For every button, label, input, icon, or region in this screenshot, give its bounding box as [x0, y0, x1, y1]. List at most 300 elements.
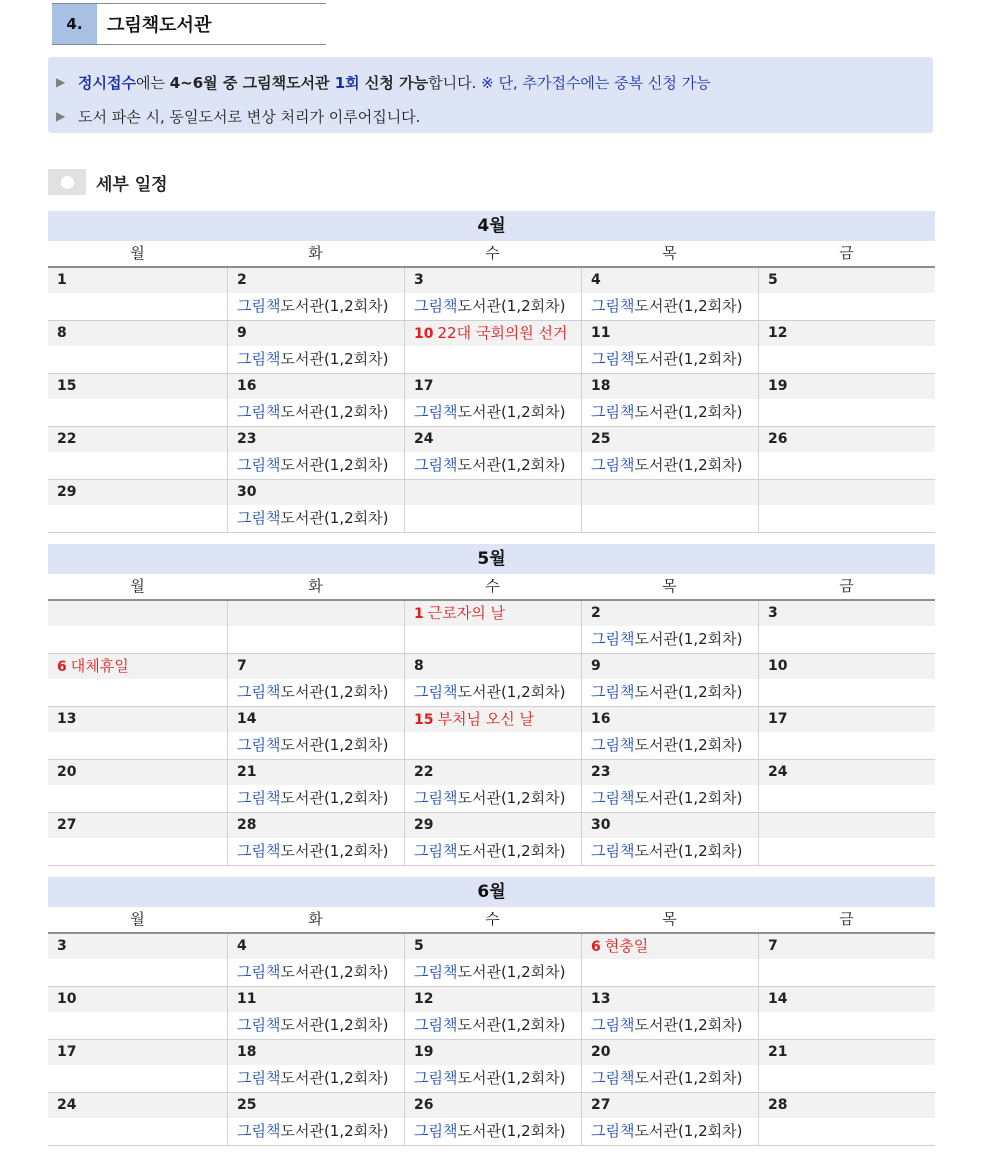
day-number: 27 [57, 817, 77, 833]
event-label-rest: 도서관(1,2회차) [457, 1122, 566, 1140]
calendar-week-row [48, 321, 935, 374]
event-slot [405, 1118, 581, 1145]
calendar-day-cell [227, 480, 404, 532]
calendar-day-cell [404, 374, 581, 426]
notice-damage-text: 도서 파손 시, 동일도서로 변상 처리가 이루어집니다. [78, 107, 421, 126]
day-header [48, 760, 227, 785]
day-number: 11 [591, 325, 611, 341]
event-slot [759, 732, 935, 759]
calendar-day-cell [581, 654, 758, 706]
event-label-highlight: 그림책 [237, 1016, 281, 1034]
event-slot [759, 452, 935, 479]
weekday-header: 월 [130, 577, 145, 595]
calendar-day-cell [227, 987, 404, 1039]
day-number: 10 [57, 991, 77, 1007]
day-header [48, 813, 227, 838]
calendar-week-row [48, 987, 935, 1040]
calendar-day-cell [758, 987, 935, 1039]
day-header [582, 1040, 758, 1065]
day-header [48, 374, 227, 399]
holiday-label: 대체휴일 [70, 657, 129, 675]
calendar-day-cell [758, 934, 935, 986]
calendar-day-cell [758, 654, 935, 706]
day-header [48, 601, 227, 626]
calendar-day-cell [48, 427, 227, 479]
event-slot [582, 1012, 758, 1039]
day-header [48, 1040, 227, 1065]
event-label-rest: 도서관(1,2회차) [280, 1122, 389, 1140]
day-header [405, 1093, 581, 1118]
event-label-rest: 도서관(1,2회차) [280, 403, 389, 421]
day-header [582, 654, 758, 679]
subheading-text: 세부 일정 [96, 174, 168, 195]
weekday-header-row [48, 574, 935, 601]
day-number: 19 [768, 378, 788, 394]
event-label-rest: 도서관(1,2회차) [280, 963, 389, 981]
event-slot [405, 732, 581, 759]
day-header [582, 707, 758, 732]
event-slot [582, 679, 758, 706]
day-number: 6 [57, 659, 67, 675]
event-label-highlight: 그림책 [591, 789, 635, 807]
calendar-day-cell [581, 374, 758, 426]
event-slot [759, 838, 935, 865]
notice-period: 4~6월 중 그림책도서관 [169, 73, 335, 92]
event-label-highlight: 그림책 [237, 350, 281, 368]
day-header [405, 427, 581, 452]
event-slot [48, 1012, 227, 1039]
day-number: 3 [57, 938, 67, 954]
day-number: 14 [768, 991, 788, 1007]
weekday-header: 월 [130, 244, 145, 262]
day-header [582, 601, 758, 626]
event-slot [759, 679, 935, 706]
event-slot [48, 679, 227, 706]
day-number: 4 [237, 938, 247, 954]
event-label-rest: 도서관(1,2회차) [457, 1069, 566, 1087]
event-slot [582, 293, 758, 320]
calendar-day-cell [48, 268, 227, 320]
day-header [48, 480, 227, 505]
day-header [405, 760, 581, 785]
event-label-highlight: 그림책 [591, 403, 635, 421]
calendar-month [48, 211, 935, 533]
calendar-week-row [48, 1040, 935, 1093]
event-label-rest: 도서관(1,2회차) [634, 456, 743, 474]
notice-line-2 [48, 99, 933, 133]
calendar-day-cell [404, 601, 581, 653]
calendar-day-cell [758, 374, 935, 426]
notice-regular-receipt: 정시접수 [78, 73, 136, 92]
day-number: 12 [768, 325, 788, 341]
day-number: 7 [237, 658, 247, 674]
day-number: 9 [237, 325, 247, 341]
calendar-day-cell [227, 707, 404, 759]
day-number: 9 [591, 658, 601, 674]
day-number: 25 [237, 1097, 257, 1113]
calendar-day-cell [404, 1040, 581, 1092]
calendar-day-cell [581, 480, 758, 532]
calendar-day-cell [227, 374, 404, 426]
event-slot [228, 399, 404, 426]
calendar-week-row [48, 934, 935, 987]
day-number: 3 [768, 605, 778, 621]
event-label-rest: 도서관(1,2회차) [634, 1016, 743, 1034]
day-header [759, 934, 935, 959]
event-label-highlight: 그림책 [237, 683, 281, 701]
day-number: 24 [414, 431, 434, 447]
event-label-highlight: 그림책 [237, 1122, 281, 1140]
day-number: 10 [768, 658, 788, 674]
event-label-highlight: 그림책 [591, 1016, 635, 1034]
day-header [759, 1093, 935, 1118]
calendar-week-row [48, 427, 935, 480]
event-slot [582, 346, 758, 373]
event-label-highlight: 그림책 [591, 1122, 635, 1140]
event-slot [228, 1012, 404, 1039]
event-label-rest: 도서관(1,2회차) [457, 683, 566, 701]
calendar-day-cell [227, 654, 404, 706]
event-slot [228, 1118, 404, 1145]
event-label-rest: 도서관(1,2회차) [280, 683, 389, 701]
event-slot [759, 346, 935, 373]
calendar-day-cell [758, 321, 935, 373]
day-number: 16 [591, 711, 611, 727]
event-slot [228, 505, 404, 532]
day-number: 24 [57, 1097, 77, 1113]
day-number: 12 [414, 991, 434, 1007]
event-slot [582, 452, 758, 479]
calendar-day-cell [404, 760, 581, 812]
event-slot [405, 293, 581, 320]
event-label-rest: 도서관(1,2회차) [634, 1069, 743, 1087]
event-slot [582, 626, 758, 653]
event-label-highlight: 그림책 [237, 963, 281, 981]
calendar-day-cell [48, 480, 227, 532]
event-slot [582, 399, 758, 426]
day-header [759, 268, 935, 293]
notice-text-end: 합니다. [428, 73, 482, 92]
calendar-day-cell [404, 813, 581, 865]
event-slot [48, 293, 227, 320]
day-header [759, 654, 935, 679]
event-label-highlight: 그림책 [414, 842, 458, 860]
event-slot [405, 679, 581, 706]
day-number: 14 [237, 711, 257, 727]
event-slot [759, 1012, 935, 1039]
event-label-highlight: 그림책 [414, 1122, 458, 1140]
day-number: 13 [57, 711, 77, 727]
event-label-highlight: 그림책 [591, 736, 635, 754]
calendar-week-row [48, 480, 935, 533]
event-slot [48, 1118, 227, 1145]
day-number: 25 [591, 431, 611, 447]
calendar-day-cell [758, 1040, 935, 1092]
day-header [405, 321, 581, 346]
event-label-rest: 도서관(1,2회차) [280, 297, 389, 315]
day-header [582, 480, 758, 505]
day-header [759, 813, 935, 838]
section-title: 그림책도서관 [107, 15, 212, 36]
day-number: 11 [237, 991, 257, 1007]
holiday-label: 22대 국회의원 선거 [437, 324, 568, 342]
day-header [228, 760, 404, 785]
day-number: 16 [237, 378, 257, 394]
calendar-day-cell [758, 268, 935, 320]
day-number: 28 [237, 817, 257, 833]
event-label-rest: 도서관(1,2회차) [634, 1122, 743, 1140]
day-number: 22 [57, 431, 77, 447]
day-header [48, 934, 227, 959]
event-slot [228, 732, 404, 759]
event-label-rest: 도서관(1,2회차) [634, 683, 743, 701]
calendar-day-cell [404, 987, 581, 1039]
event-label-rest: 도서관(1,2회차) [280, 350, 389, 368]
event-slot [48, 785, 227, 812]
calendar-day-cell [48, 760, 227, 812]
day-header [48, 987, 227, 1012]
event-label-highlight: 그림책 [237, 842, 281, 860]
event-label-highlight: 그림책 [237, 456, 281, 474]
calendar-day-cell [404, 934, 581, 986]
event-slot [405, 1012, 581, 1039]
day-header [48, 654, 227, 679]
day-header [582, 427, 758, 452]
event-slot [405, 346, 581, 373]
event-slot [582, 732, 758, 759]
day-number: 6 [591, 939, 601, 955]
day-number: 26 [414, 1097, 434, 1113]
day-number: 10 [414, 326, 434, 342]
event-label-rest: 도서관(1,2회차) [280, 736, 389, 754]
day-number: 18 [591, 378, 611, 394]
weekday-header: 목 [662, 577, 677, 595]
calendar-day-cell [758, 601, 935, 653]
calendar-day-cell [404, 427, 581, 479]
day-header [405, 987, 581, 1012]
event-label-highlight: 그림책 [591, 630, 635, 648]
day-number: 22 [414, 764, 434, 780]
event-label-highlight: 그림책 [237, 789, 281, 807]
event-slot [48, 732, 227, 759]
calendar-day-cell [48, 707, 227, 759]
event-label-highlight: 그림책 [591, 683, 635, 701]
triangle-bullet-icon: ▶ [56, 75, 66, 89]
weekday-header: 금 [839, 244, 854, 262]
event-label-rest: 도서관(1,2회차) [280, 789, 389, 807]
event-slot [228, 785, 404, 812]
calendar-day-cell [581, 987, 758, 1039]
calendar-month [48, 544, 935, 866]
event-label-rest: 도서관(1,2회차) [457, 456, 566, 474]
calendar-day-cell [227, 813, 404, 865]
calendar-week-row [48, 707, 935, 760]
day-header [582, 760, 758, 785]
weekday-header: 수 [485, 244, 500, 262]
event-label-highlight: 그림책 [237, 736, 281, 754]
calendar-week-row [48, 1093, 935, 1146]
day-number: 27 [591, 1097, 611, 1113]
event-slot [759, 785, 935, 812]
day-number: 1 [414, 606, 424, 622]
event-slot [405, 785, 581, 812]
day-number: 23 [237, 431, 257, 447]
weekday-header: 목 [662, 244, 677, 262]
day-header [228, 321, 404, 346]
day-header [582, 934, 758, 959]
event-slot [228, 452, 404, 479]
calendar-day-cell [581, 268, 758, 320]
day-number: 17 [414, 378, 434, 394]
event-slot [405, 505, 581, 532]
holiday-label: 현충일 [604, 937, 649, 955]
event-label-rest: 도서관(1,2회차) [634, 842, 743, 860]
day-header [759, 1040, 935, 1065]
day-number: 15 [57, 378, 77, 394]
notice-box [48, 57, 933, 133]
day-number: 23 [591, 764, 611, 780]
weekday-header: 금 [839, 577, 854, 595]
day-number: 18 [237, 1044, 257, 1060]
day-number: 2 [591, 605, 601, 621]
event-slot [759, 1118, 935, 1145]
day-header [228, 813, 404, 838]
calendar-day-cell [404, 321, 581, 373]
weekday-header-row [48, 907, 935, 934]
calendar-day-cell [48, 374, 227, 426]
calendar-day-cell [581, 601, 758, 653]
day-header [48, 321, 227, 346]
day-header [228, 707, 404, 732]
calendar-day-cell [404, 654, 581, 706]
day-header [228, 427, 404, 452]
event-label-rest: 도서관(1,2회차) [280, 1016, 389, 1034]
day-number: 5 [414, 938, 424, 954]
day-header [228, 374, 404, 399]
day-header [405, 374, 581, 399]
calendar-week-row [48, 760, 935, 813]
event-slot [759, 399, 935, 426]
event-label-highlight: 그림책 [591, 1069, 635, 1087]
event-label-rest: 도서관(1,2회차) [634, 789, 743, 807]
event-slot [582, 785, 758, 812]
calendar-day-cell [404, 1093, 581, 1145]
event-label-rest: 도서관(1,2회차) [634, 736, 743, 754]
calendar-day-cell [48, 813, 227, 865]
day-number: 19 [414, 1044, 434, 1060]
day-number: 21 [237, 764, 257, 780]
day-number: 21 [768, 1044, 788, 1060]
event-slot [228, 959, 404, 986]
event-slot [582, 959, 758, 986]
day-header [759, 374, 935, 399]
day-header [228, 480, 404, 505]
event-slot [228, 838, 404, 865]
calendar-day-cell [48, 321, 227, 373]
calendar-week-row [48, 374, 935, 427]
event-slot [48, 452, 227, 479]
day-header [228, 1093, 404, 1118]
event-label-highlight: 그림책 [237, 509, 281, 527]
day-header [228, 1040, 404, 1065]
day-header [582, 321, 758, 346]
event-label-highlight: 그림책 [591, 350, 635, 368]
holiday-label: 부처님 오신 날 [437, 710, 534, 728]
circle-bullet-icon [48, 169, 86, 195]
day-number: 28 [768, 1097, 788, 1113]
section-header [52, 3, 326, 45]
day-header [48, 268, 227, 293]
calendar-day-cell [48, 934, 227, 986]
weekday-header: 화 [308, 910, 323, 928]
event-slot [759, 626, 935, 653]
day-header [759, 601, 935, 626]
event-label-rest: 도서관(1,2회차) [634, 297, 743, 315]
event-slot [228, 1065, 404, 1092]
day-header [48, 707, 227, 732]
event-slot [228, 626, 404, 653]
event-slot [48, 346, 227, 373]
calendar-day-cell [404, 707, 581, 759]
day-header [759, 427, 935, 452]
day-header [48, 1093, 227, 1118]
calendar-day-cell [758, 760, 935, 812]
day-header [582, 268, 758, 293]
day-header [759, 987, 935, 1012]
calendar-day-cell [581, 934, 758, 986]
weekday-header: 화 [308, 244, 323, 262]
event-slot [228, 346, 404, 373]
notice-text: 에는 [135, 73, 170, 92]
calendar-month-title: 6월 [48, 877, 935, 907]
event-label-highlight: 그림책 [237, 1069, 281, 1087]
event-label-highlight: 그림책 [591, 297, 635, 315]
calendar-month [48, 877, 935, 1146]
event-label-rest: 도서관(1,2회차) [457, 963, 566, 981]
notice-count: 1회 [334, 73, 360, 92]
event-label-highlight: 그림책 [414, 403, 458, 421]
notice-possible: 신청 가능 [359, 73, 429, 92]
event-label-highlight: 그림책 [414, 297, 458, 315]
event-slot [759, 505, 935, 532]
calendar-day-cell [48, 987, 227, 1039]
weekday-header: 수 [485, 577, 500, 595]
event-slot [405, 838, 581, 865]
event-label-rest: 도서관(1,2회차) [457, 789, 566, 807]
day-header [759, 707, 935, 732]
event-label-rest: 도서관(1,2회차) [457, 403, 566, 421]
day-header [405, 480, 581, 505]
day-number: 30 [237, 484, 257, 500]
calendar-month-title: 4월 [48, 211, 935, 241]
calendar-week-row [48, 268, 935, 321]
event-slot [759, 1065, 935, 1092]
event-slot [228, 293, 404, 320]
event-slot [405, 959, 581, 986]
event-slot [48, 626, 227, 653]
calendar-day-cell [581, 1040, 758, 1092]
subheading [48, 169, 168, 195]
event-label-highlight: 그림책 [414, 1016, 458, 1034]
event-label-rest: 도서관(1,2회차) [457, 297, 566, 315]
event-slot [48, 959, 227, 986]
event-label-highlight: 그림책 [414, 963, 458, 981]
event-slot [759, 293, 935, 320]
day-header [582, 1093, 758, 1118]
event-label-rest: 도서관(1,2회차) [280, 1069, 389, 1087]
calendar-week-row [48, 813, 935, 866]
event-slot [759, 959, 935, 986]
